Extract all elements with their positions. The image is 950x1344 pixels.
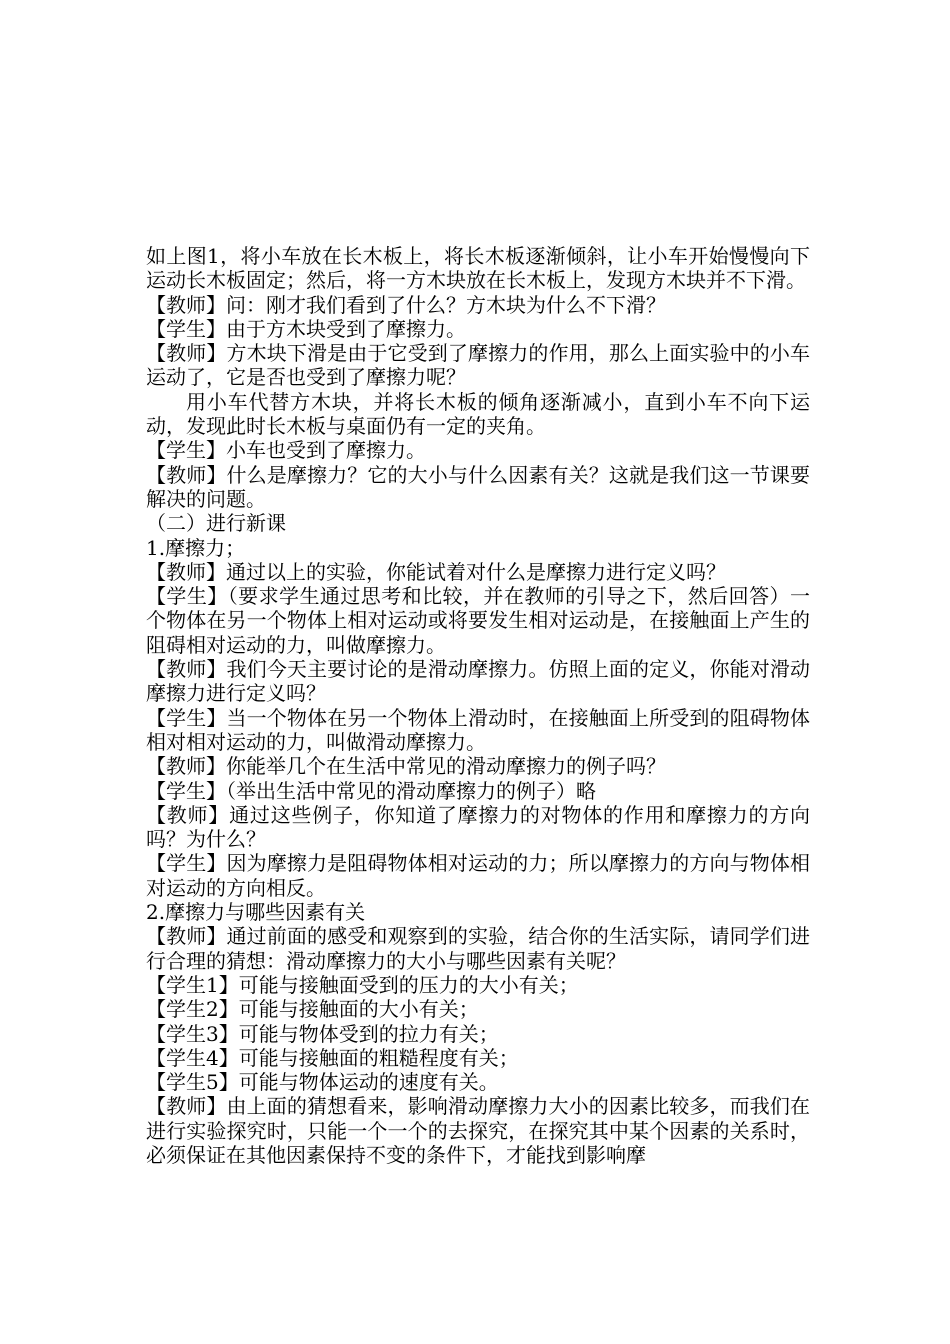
paragraph-experiment: 用小车代替方木块，并将长木板的倾角逐渐减小，直到小车不向下运动，发现此时长木板与桌面仍有一定的夹角。: [146, 389, 810, 439]
paragraph-teacher-summary: 【教师】由上面的猜想看来，影响滑动摩擦力大小的因素比较多，而我们在进行实验探究时，只能一个一个的去探究，在探究其中某个因素的关系时，必须保证在其他因素保持不变的条件下，才能找到影响摩: [146, 1094, 810, 1167]
subsection-heading: 2.摩擦力与哪些因素有关: [146, 900, 366, 925]
paragraph-student-guess-4: 【学生4】可能与接触面的粗糙程度有关；: [146, 1045, 519, 1070]
paragraph-student-answer: 【学生】由于方木块受到了摩擦力。: [146, 316, 466, 341]
section-heading: （二）进行新课: [146, 511, 286, 536]
paragraph-student-answer: 【学生】当一个物体在另一个物体上滑动时，在接触面上所受到的阻碍物体相对相对运动的力，叫做滑动摩擦力。: [146, 705, 810, 754]
paragraph-teacher-question: 【教师】通过前面的感受和观察到的实验，结合你的生活实际，请同学们进行合理的猜想：滑动摩擦力的大小与哪些因素有关呢？: [146, 924, 810, 973]
paragraph-intro: 如上图1，将小车放在长木板上，将长木板逐渐倾斜，让小车开始慢慢向下运动长木板固定；然后，将一方木块放在长木板上，发现方木块并不下滑。: [146, 244, 810, 293]
paragraph-teacher-question: 【教师】问：刚才我们看到了什么？方木块为什么不下滑？: [146, 292, 666, 317]
paragraph-teacher-question: 【教师】通过以上的实验，你能试着对什么是摩擦力进行定义吗？: [146, 559, 726, 584]
paragraph-student-guess-3: 【学生3】可能与物体受到的拉力有关；: [146, 1021, 499, 1046]
document-body: [146, 244, 810, 1167]
paragraph-student-answer: 【学生】（要求学生通过思考和比较，并在教师的引导之下，然后回答）一个物体在另一个物体上相对运动或将要发生相对运动是，在接触面上产生的阻碍相对运动的力，叫做摩擦力。: [146, 584, 810, 657]
paragraph-student-answer: 【学生】（举出生活中常见的滑动摩擦力的例子）略: [146, 778, 596, 803]
paragraph-student-guess-1: 【学生1】可能与接触面受到的压力的大小有关；: [146, 972, 579, 997]
paragraph-teacher-question: 【教师】通过这些例子，你知道了摩擦力的对物体的作用和摩擦力的方向吗？为什么？: [146, 802, 810, 852]
paragraph-teacher-question: 【教师】你能举几个在生活中常见的滑动摩擦力的例子吗？: [146, 754, 666, 779]
subsection-heading: 1.摩擦力；: [146, 535, 246, 560]
paragraph-student-answer: 【学生】因为摩擦力是阻碍物体相对运动的力；所以摩擦力的方向与物体相对运动的方向相反。: [146, 851, 810, 900]
paragraph-student-guess-2: 【学生2】可能与接触面的大小有关；: [146, 997, 479, 1022]
paragraph-teacher-question: 【教师】我们今天主要讨论的是滑动摩擦力。仿照上面的定义，你能对滑动摩擦力进行定义吗？: [146, 657, 810, 706]
paragraph-student-answer: 【学生】小车也受到了摩擦力。: [146, 438, 426, 463]
paragraph-student-guess-5: 【学生5】可能与物体运动的速度有关。: [146, 1070, 499, 1095]
paragraph-teacher-followup: 【教师】方木块下滑是由于它受到了摩擦力的作用，那么上面实验中的小车运动了，它是否也受到了摩擦力呢？: [146, 341, 810, 390]
paragraph-teacher-question: 【教师】什么是摩擦力？它的大小与什么因素有关？这就是我们这一节课要解决的问题。: [146, 462, 810, 511]
